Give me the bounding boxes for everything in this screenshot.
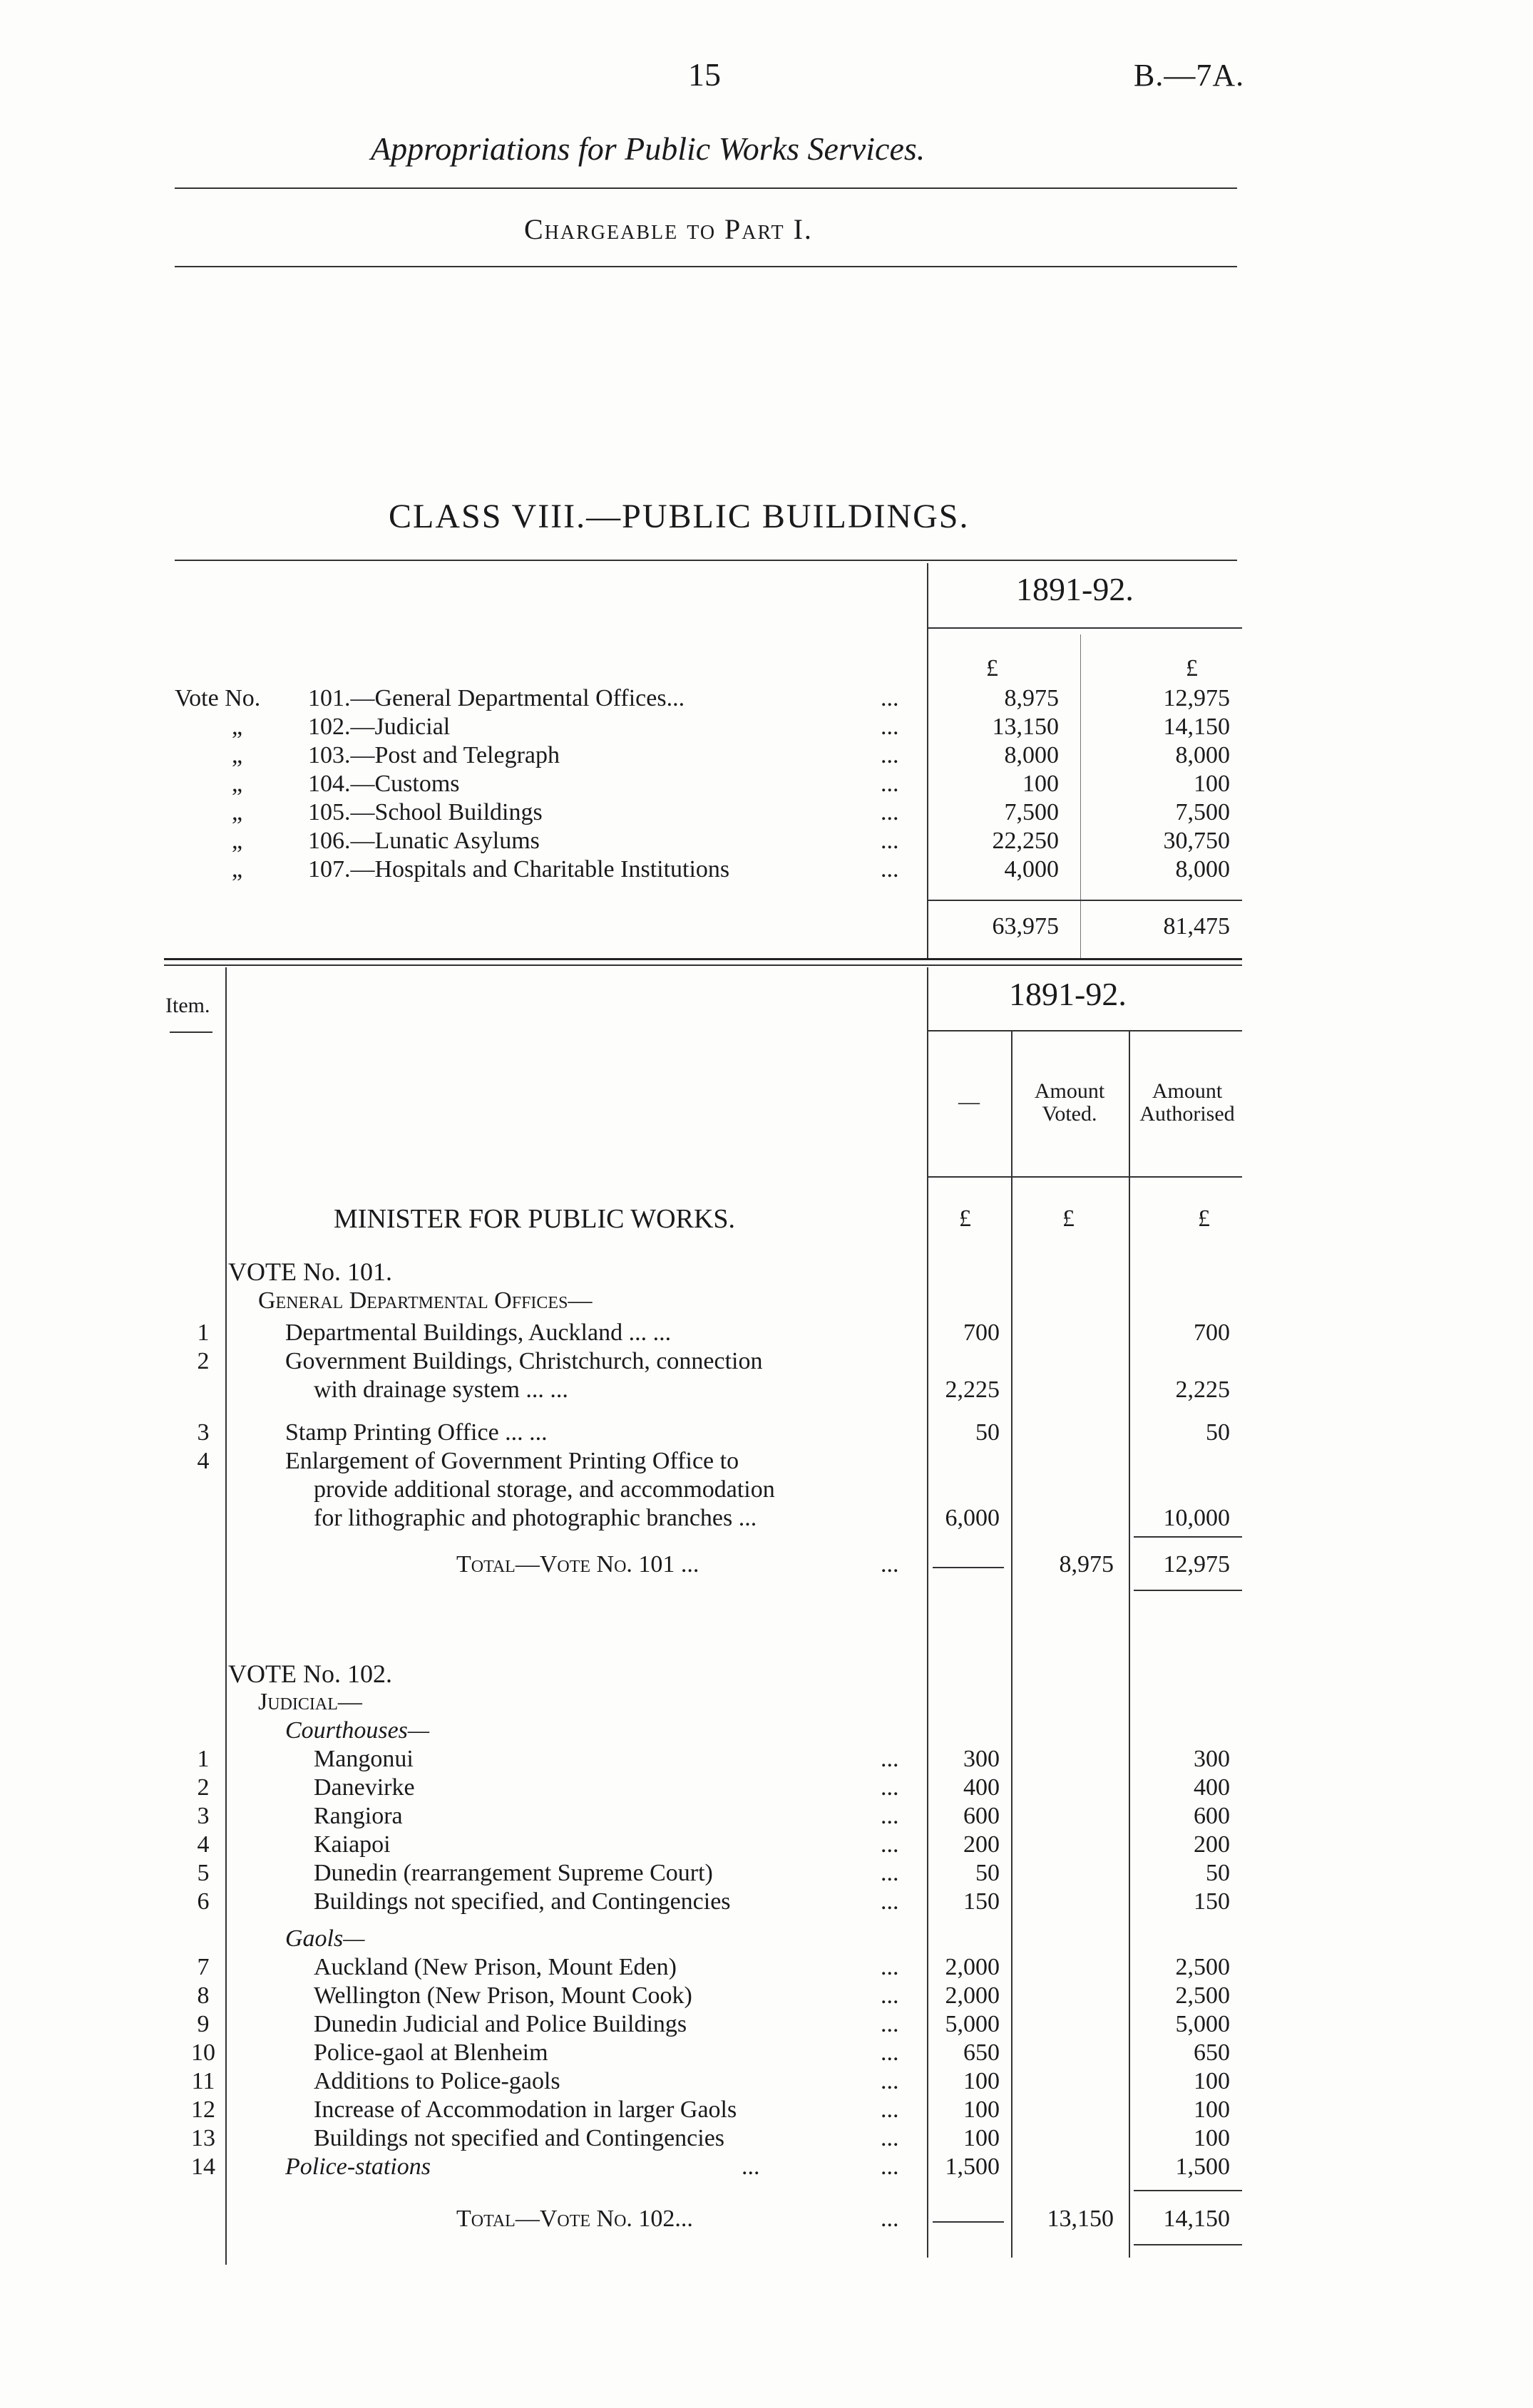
item-authorised-amount: 650 bbox=[1194, 2039, 1230, 2066]
item-number: 14 bbox=[191, 2154, 215, 2180]
item-authorised-amount: 50 bbox=[1206, 1860, 1230, 1886]
item-number: 8 bbox=[197, 1982, 210, 2009]
item-authorised-amount: 100 bbox=[1194, 2096, 1230, 2123]
ditto-mark: „ bbox=[232, 742, 243, 768]
item-authorised-amount: 100 bbox=[1194, 2125, 1230, 2151]
dots: ... bbox=[881, 685, 899, 711]
summary-authorised-amount: 14,150 bbox=[1163, 714, 1230, 740]
dots: ... bbox=[881, 828, 899, 854]
col-header-rule bbox=[928, 1176, 1242, 1178]
item-number: 6 bbox=[197, 1888, 210, 1915]
item-authorised-amount: 2,500 bbox=[1175, 1954, 1230, 1980]
dots: ... bbox=[881, 2068, 899, 2094]
vote-102-section: Judicial— bbox=[258, 1689, 362, 1715]
item-col1-amount: 2,225 bbox=[945, 1377, 1000, 1403]
vote-102-total-dash bbox=[933, 2221, 1004, 2223]
dots: ... bbox=[881, 1888, 899, 1915]
vote-101-total-rule-2 bbox=[1134, 1590, 1242, 1591]
item-authorised-amount: 2,225 bbox=[1175, 1377, 1230, 1403]
summary-voted-amount: 8,000 bbox=[1004, 742, 1059, 768]
dots: ... bbox=[881, 1831, 899, 1858]
col1-header: — bbox=[958, 1090, 980, 1113]
item-label: for lithographic and photographic branches ... bbox=[314, 1505, 757, 1531]
item-col1-amount: 100 bbox=[963, 2068, 1000, 2094]
dots: ... bbox=[881, 856, 899, 883]
col2-header: Amount Voted. bbox=[1034, 1079, 1105, 1126]
courthouses-subheading: Courthouses— bbox=[285, 1717, 430, 1744]
summary-voted-amount: 22,250 bbox=[992, 828, 1059, 854]
dots: ... bbox=[881, 1982, 899, 2009]
currency-symbol: £ bbox=[1062, 1205, 1075, 1232]
item-label: Buildings not specified and Contingencies bbox=[314, 2125, 725, 2151]
item-authorised-amount: 5,000 bbox=[1175, 2011, 1230, 2037]
item-col1-amount: 400 bbox=[963, 1774, 1000, 1801]
item-label: Mangonui bbox=[314, 1746, 414, 1772]
currency-symbol: £ bbox=[959, 1205, 971, 1232]
summary-authorised-amount: 7,500 bbox=[1175, 799, 1230, 825]
vote-101-total-dash bbox=[933, 1567, 1004, 1568]
summary-authorised-amount: 100 bbox=[1194, 771, 1230, 797]
item-label: Departmental Buildings, Auckland ... ... bbox=[285, 1319, 672, 1346]
summary-vote-label: 101.—General Departmental Offices... bbox=[308, 685, 685, 711]
summary-total-authorised: 81,475 bbox=[1163, 913, 1230, 940]
item-label: Increase of Accommodation in larger Gaols bbox=[314, 2096, 737, 2123]
item-number: 7 bbox=[197, 1954, 210, 1980]
ditto-mark: „ bbox=[232, 828, 243, 854]
summary-vote-label: 106.—Lunatic Asylums bbox=[308, 828, 540, 854]
class-title: CLASS VIII.—PUBLIC BUILDINGS. bbox=[389, 498, 970, 535]
page-subtitle: Appropriations for Public Works Services. bbox=[371, 130, 926, 167]
col-divider-1 bbox=[1011, 1031, 1012, 2258]
item-number: 4 bbox=[197, 1448, 210, 1474]
vote-102-title: VOTE No. 102. bbox=[228, 1660, 392, 1688]
item-header: Item. bbox=[165, 994, 210, 1017]
item-col1-amount: 6,000 bbox=[945, 1505, 1000, 1531]
item-col1-amount: 650 bbox=[963, 2039, 1000, 2066]
rule bbox=[175, 187, 1237, 189]
item-header-rule bbox=[170, 1031, 212, 1033]
item-authorised-amount: 1,500 bbox=[1175, 2154, 1230, 2180]
item-col1-amount: 100 bbox=[963, 2096, 1000, 2123]
item-label: Government Buildings, Christchurch, connection bbox=[285, 1348, 763, 1374]
summary-year-rule bbox=[928, 627, 1242, 629]
item-authorised-amount: 400 bbox=[1194, 1774, 1230, 1801]
item-number: 3 bbox=[197, 1419, 210, 1446]
item-number: 13 bbox=[191, 2125, 215, 2151]
item-col1-amount: 200 bbox=[963, 1831, 1000, 1858]
item-label: Enlargement of Government Printing Office to bbox=[285, 1448, 739, 1474]
item-authorised-amount: 200 bbox=[1194, 1831, 1230, 1858]
summary-vote-label: 107.—Hospitals and Charitable Institutions bbox=[308, 856, 730, 883]
dots: ... bbox=[881, 1803, 899, 1829]
ditto-mark: „ bbox=[232, 799, 243, 825]
vote-101-total-voted: 8,975 bbox=[1059, 1551, 1114, 1578]
item-col1-amount: 150 bbox=[963, 1888, 1000, 1915]
item-label: Rangiora bbox=[314, 1803, 403, 1829]
summary-authorised-amount: 8,000 bbox=[1175, 742, 1230, 768]
vote-label: Vote No. bbox=[175, 685, 261, 711]
item-number: 2 bbox=[197, 1774, 210, 1801]
summary-voted-amount: 8,975 bbox=[1004, 685, 1059, 711]
dots: ... bbox=[881, 742, 899, 768]
item-authorised-amount: 150 bbox=[1194, 1888, 1230, 1915]
item-col1-amount: 600 bbox=[963, 1803, 1000, 1829]
vote-101-total-rule bbox=[1134, 1536, 1242, 1538]
item-label: Police-gaol at Blenheim bbox=[314, 2039, 548, 2066]
dots: ... bbox=[881, 2125, 899, 2151]
vote-102-total-voted: 13,150 bbox=[1047, 2206, 1114, 2232]
item-col1-amount: 5,000 bbox=[945, 2011, 1000, 2037]
vote-101-total-authorised: 12,975 bbox=[1163, 1551, 1230, 1578]
summary-total-voted: 63,975 bbox=[992, 913, 1059, 940]
dots: ... bbox=[881, 2039, 899, 2066]
page-number: 15 bbox=[688, 56, 721, 93]
item-authorised-amount: 2,500 bbox=[1175, 1982, 1230, 2009]
item-label: Auckland (New Prison, Mount Eden) bbox=[314, 1954, 677, 1980]
detail-year: 1891-92. bbox=[1009, 976, 1127, 1012]
item-authorised-amount: 50 bbox=[1206, 1419, 1230, 1446]
summary-bottom-rule bbox=[164, 958, 1242, 960]
summary-authorised-amount: 30,750 bbox=[1163, 828, 1230, 854]
item-col1-amount: 100 bbox=[963, 2125, 1000, 2151]
item-label: Wellington (New Prison, Mount Cook) bbox=[314, 1982, 692, 2009]
item-authorised-amount: 100 bbox=[1194, 2068, 1230, 2094]
item-col1-amount: 50 bbox=[975, 1860, 1000, 1886]
currency-symbol: £ bbox=[1186, 655, 1198, 681]
item-label: Stamp Printing Office ... ... bbox=[285, 1419, 548, 1446]
summary-vote-label: 105.—School Buildings bbox=[308, 799, 543, 825]
ditto-mark: „ bbox=[232, 856, 243, 883]
dots: ... bbox=[881, 2206, 899, 2232]
summary-top-rule bbox=[175, 560, 1237, 561]
summary-bottom-rule-2 bbox=[164, 964, 1242, 966]
dots: ... bbox=[881, 714, 899, 740]
dots: ... bbox=[881, 1954, 899, 1980]
summary-year: 1891-92. bbox=[1016, 571, 1134, 607]
item-authorised-amount: 700 bbox=[1194, 1319, 1230, 1346]
summary-voted-amount: 13,150 bbox=[992, 714, 1059, 740]
summary-vote-label: 102.—Judicial bbox=[308, 714, 451, 740]
item-col1-amount: 1,500 bbox=[945, 2154, 1000, 2180]
dots: ... bbox=[881, 2011, 899, 2037]
summary-sum-rule bbox=[928, 900, 1242, 901]
gaols-subheading: Gaols— bbox=[285, 1925, 365, 1952]
item-label: Danevirke bbox=[314, 1774, 415, 1801]
item-label: Dunedin Judicial and Police Buildings bbox=[314, 2011, 687, 2037]
item-number: 11 bbox=[191, 2068, 215, 2094]
vote-101-title: VOTE No. 101. bbox=[228, 1257, 392, 1286]
item-number: 1 bbox=[197, 1319, 210, 1346]
summary-voted-amount: 4,000 bbox=[1004, 856, 1059, 883]
summary-vote-label: 104.—Customs bbox=[308, 771, 460, 797]
item-authorised-amount: 10,000 bbox=[1163, 1505, 1230, 1531]
item-number: 4 bbox=[197, 1831, 210, 1858]
document-reference: B.—7A. bbox=[1134, 58, 1245, 93]
dots: ... bbox=[881, 1774, 899, 1801]
dots: ... bbox=[881, 771, 899, 797]
item-col1-amount: 50 bbox=[975, 1419, 1000, 1446]
col3-header: Amount Authorised bbox=[1139, 1079, 1235, 1126]
item-number: 12 bbox=[191, 2096, 215, 2123]
summary-authorised-amount: 8,000 bbox=[1175, 856, 1230, 883]
dots: ... bbox=[742, 2154, 760, 2180]
currency-symbol: £ bbox=[986, 655, 998, 681]
vote-102-total-label: Total—Vote No. 102... bbox=[456, 2206, 693, 2232]
item-label: Dunedin (rearrangement Supreme Court) bbox=[314, 1860, 713, 1886]
vote-102-total-rule-2 bbox=[1134, 2244, 1242, 2245]
item-label: Buildings not specified, and Contingencies bbox=[314, 1888, 731, 1915]
item-number: 5 bbox=[197, 1860, 210, 1886]
currency-symbol: £ bbox=[1198, 1205, 1210, 1232]
item-number: 9 bbox=[197, 2011, 210, 2037]
item-number: 1 bbox=[197, 1746, 210, 1772]
item-label: Additions to Police-gaols bbox=[314, 2068, 560, 2094]
minister-heading: MINISTER FOR PUBLIC WORKS. bbox=[334, 1204, 736, 1234]
item-col1-amount: 700 bbox=[963, 1319, 1000, 1346]
detail-year-rule bbox=[928, 1030, 1242, 1031]
vote-102-total-rule bbox=[1134, 2190, 1242, 2191]
dots: ... bbox=[881, 1860, 899, 1886]
dots: ... bbox=[881, 1551, 899, 1578]
item-authorised-amount: 300 bbox=[1194, 1746, 1230, 1772]
vote-101-section: General Departmental Offices— bbox=[258, 1287, 593, 1314]
rule bbox=[175, 266, 1237, 267]
summary-vote-label: 103.—Post and Telegraph bbox=[308, 742, 560, 768]
item-col1-amount: 2,000 bbox=[945, 1982, 1000, 2009]
item-col1-amount: 2,000 bbox=[945, 1954, 1000, 1980]
chargeable-heading: Chargeable to Part I. bbox=[524, 213, 813, 245]
item-col1-amount: 300 bbox=[963, 1746, 1000, 1772]
ditto-mark: „ bbox=[232, 714, 243, 740]
summary-voted-amount: 7,500 bbox=[1004, 799, 1059, 825]
summary-authorised-amount: 12,975 bbox=[1163, 685, 1230, 711]
dots: ... bbox=[881, 2096, 899, 2123]
item-label: Police-stations bbox=[285, 2154, 431, 2180]
summary-voted-amount: 100 bbox=[1022, 771, 1059, 797]
item-number: 10 bbox=[191, 2039, 215, 2066]
item-label: provide additional storage, and accommodation bbox=[314, 1476, 775, 1503]
dots: ... bbox=[881, 799, 899, 825]
item-authorised-amount: 600 bbox=[1194, 1803, 1230, 1829]
vote-101-total-label: Total—Vote No. 101 ... bbox=[456, 1551, 699, 1578]
dots: ... bbox=[881, 1746, 899, 1772]
item-label: with drainage system ... ... bbox=[314, 1377, 568, 1403]
ditto-mark: „ bbox=[232, 771, 243, 797]
item-number: 2 bbox=[197, 1348, 210, 1374]
dots: ... bbox=[881, 2154, 899, 2180]
vote-102-total-authorised: 14,150 bbox=[1163, 2206, 1230, 2232]
item-number: 3 bbox=[197, 1803, 210, 1829]
item-label: Kaiapoi bbox=[314, 1831, 391, 1858]
